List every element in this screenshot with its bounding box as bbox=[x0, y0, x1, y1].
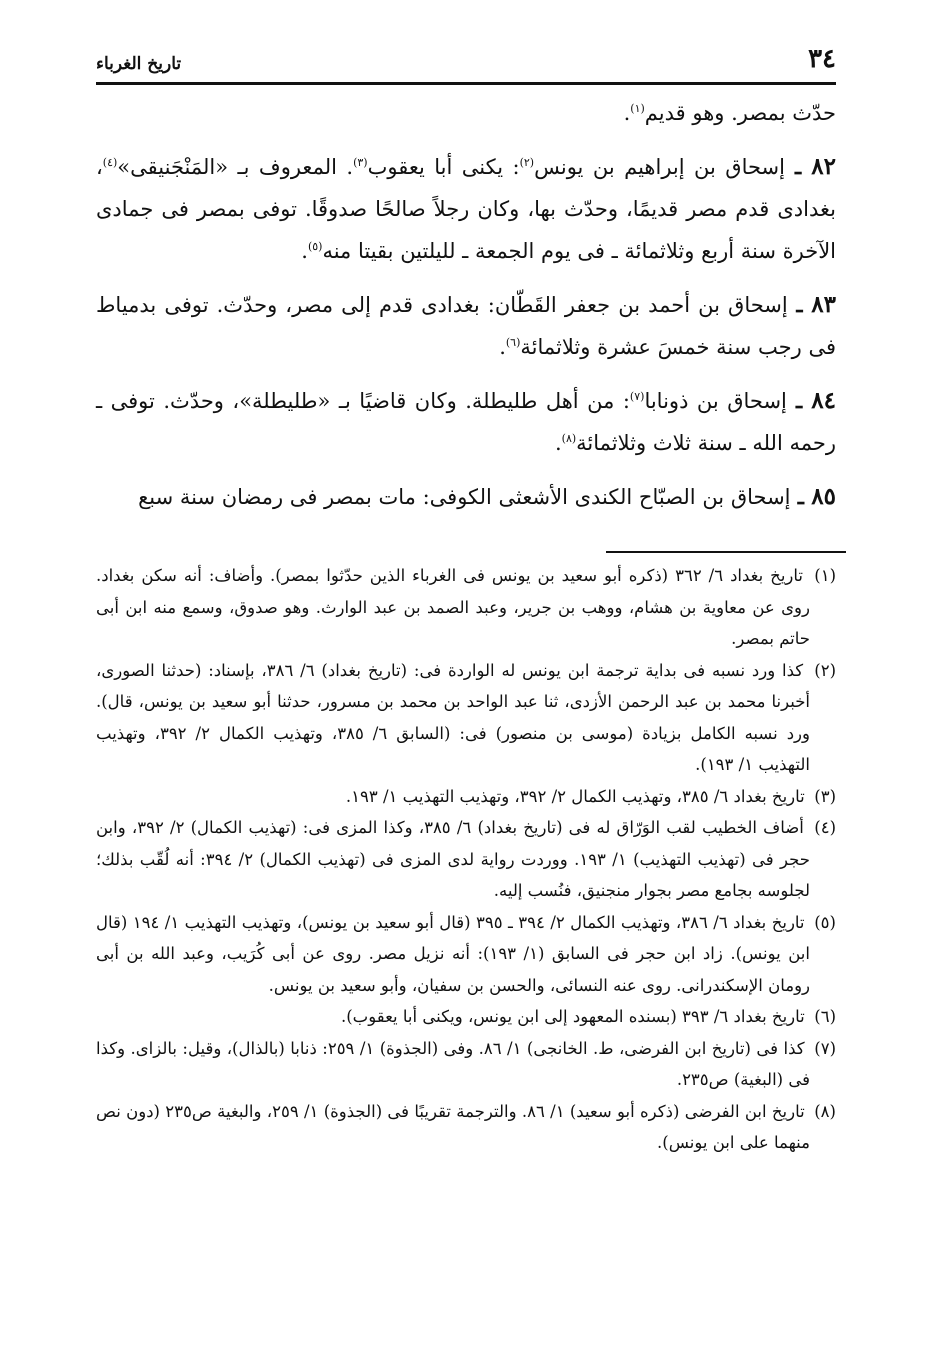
entry-85: ٨٥ ـ إسحاق بن الصبّاح الكندى الأشعثى الكوفى: مات بمصر فى رمضان سنة سبع bbox=[138, 483, 836, 510]
page-header bbox=[96, 44, 836, 74]
entry-82: ٨٢ ـ إسحاق بن إبراهيم بن يونس$^{(٢)}$: يكنى أبا يعقوب$^{(٣)}$. المعروف بـ «المَنْجَنيقى»$^{(٤)}$، بغدادى قدم مصر قديمًا، وحدّث بها، وكان رجلاً صالحًا صدوقًا. توفى بمصر فى جمادى الآخرة سنة أربع وثلاثمائة ـ فى يوم الجمعة ـ لليلتين بقيتا منه$^{(٥)}$. bbox=[96, 153, 837, 263]
footnote-text: أضاف الخطيب لقب الوَرّاق له فى (تاريخ بغداد) ٦/ ٣٨٥، وكذا المزى فى: (تهذيب الكمال) ٢/ ٣٩٢، وابن حجر فى (تهذيب التهذيب) ١/ ١٩٣. ووردت رواية لدى المزى فى (تهذيب الكمال) ٢/ ٣٩٤: أنه لُقّب بذلك؛ لجلوسه بجامع مصر بجوار منجنيق، فنُسب إليه. bbox=[96, 818, 810, 900]
entry-83: ٨٣ ـ إسحاق بن أحمد بن جعفر القَطّان: بغدادى قدم إلى مصر، وحدّث. توفى بدمياط فى رجب سنة خمسَ عشرة وثلاثمائة$^{(٦)}$. bbox=[96, 291, 836, 359]
entry-continuation bbox=[96, 92, 836, 134]
footnote-text: تاريخ بغداد ٦/ ٣٦٢ (ذكره أبو سعيد بن يونس فى الغرباء الذين حدّثوا بمصر). وأضاف: أنه سكن بغداد. روى عن معاوية بن هشام، ووهب بن جرير، وعبد الصمد بن عبد الوارث. وهو صدوق، وسمع منه ابن أبى حاتم بمصر. bbox=[96, 566, 810, 648]
entry-text: . bbox=[499, 335, 506, 359]
footnote-5 bbox=[96, 907, 836, 1002]
footnote-ref[interactable]: (٣) bbox=[353, 156, 368, 169]
footnote-number: (٣) bbox=[814, 786, 836, 806]
footnote-number: (٨) bbox=[814, 1101, 836, 1121]
entry-text: . bbox=[623, 101, 631, 125]
entry-number: ٨٢ bbox=[811, 153, 837, 180]
footnote-ref[interactable]: (٧) bbox=[629, 390, 645, 403]
footnote-text: تاريخ بغداد ٦/ ٣٨٥، وتهذيب الكمال ٢/ ٣٩٢، وتهذيب التهذيب ١/ ١٩٣. bbox=[345, 786, 805, 806]
header-rule bbox=[96, 82, 836, 85]
footnote-text: تاريخ بغداد ٦/ ٣٩٣ (بسنده المعهود إلى ابن يونس، ويكنى أبا يعقوب). bbox=[341, 1007, 805, 1026]
footnote-6 bbox=[96, 1001, 836, 1033]
main-text bbox=[96, 92, 836, 530]
footnote-number: (٧) bbox=[814, 1038, 837, 1058]
entry-text: : يكنى أبا يعقوب bbox=[367, 155, 520, 179]
footnote-text: تاريخ ابن الفرضى (ذكره أبو سعيد) ١/ ٨٦. والترجمة تقريبًا فى (الجذوة) ١/ ٢٥٩، والبغية ص٢٣٥ (دون نص منهما على ابن يونس). bbox=[96, 1101, 810, 1152]
footnote-4 bbox=[96, 812, 836, 907]
entry-number: ٨٣ bbox=[811, 291, 836, 318]
footnote-number: (١) bbox=[814, 566, 836, 585]
footnote-ref[interactable]: (٤) bbox=[102, 156, 118, 169]
entry-text: . المعروف بـ «المَنْجَنيقى» bbox=[117, 155, 354, 179]
footnote-8 bbox=[96, 1096, 836, 1159]
entry-84: ٨٤ ـ إسحاق بن ذونابا$^{(٧)}$: من أهل طليطلة. وكان قاضيًا بـ «طليطلة»، وحدّث. توفى ـ رحمه الله ـ سنة ثلاث وثلاثمائة$^{(٨)}$. bbox=[96, 387, 836, 455]
footnote-2 bbox=[96, 655, 836, 781]
footnote-number: (٢) bbox=[814, 660, 836, 680]
entry-text: إسحاق بن إبراهيم بن يونس bbox=[534, 155, 785, 179]
footnotes bbox=[96, 560, 836, 1159]
footnote-ref[interactable]: (٨) bbox=[561, 432, 577, 445]
entry-text: ، بغدادى قدم مصر قديمًا، وحدّث بها، وكان رجلاً صالحًا صدوقًا. توفى بمصر فى جمادى الآخرة سنة أربع وثلاثمائة ـ فى يوم الجمعة ـ لليلتين بقيتا منه bbox=[96, 155, 836, 263]
entry-text: . bbox=[301, 239, 308, 263]
footnote-number: (٤) bbox=[814, 818, 837, 837]
footnote-separator bbox=[606, 551, 846, 553]
entry-text: حدّث بمصر. وهو قديم bbox=[644, 101, 836, 125]
footnote-ref[interactable]: (٢) bbox=[519, 156, 535, 169]
entry-number: ٨٥ bbox=[811, 483, 836, 510]
footnote-text: كذا ورد نسبه فى بداية ترجمة ابن يونس له الواردة فى: (تاريخ بغداد) ٦/ ٣٨٦، بإسناد: (حدثنا الصورى، أخبرنا محمد بن عبد الرحمن الأزدى، ثنا عبد الواحد بن محمد بن مسرور، حدثنا أبو سعيد بن يونس، قال). ورد نسبه الكامل بزيادة (موسى بن منصور) فى: (السابق ٦/ ٣٨٥، وتهذيب الكمال ٢/ ٣٩٢، وتهذيب التهذيب ١/ ١٩٣). bbox=[96, 660, 810, 774]
footnote-3 bbox=[96, 781, 836, 813]
footnote-text: كذا فى (تاريخ ابن الفرضى، ط. الخانجى) ١/ ٨٦. وفى (الجذوة) ١/ ٢٥٩: ذنابا (بالذال)، وقيل: بالزاى. وكذا فى (البغية) ص٢٣٥. bbox=[96, 1038, 810, 1089]
footnote-ref[interactable]: (٥) bbox=[307, 240, 323, 253]
entry-text: إسحاق بن الصبّاح الكندى الأشعثى الكوفى: مات بمصر فى رمضان سنة سبع bbox=[138, 485, 791, 509]
entry-number: ٨٤ bbox=[811, 387, 836, 414]
entry-text: : من أهل طليطلة. وكان قاضيًا بـ «طليطلة»، وحدّث. توفى ـ رحمه الله ـ سنة ثلاث وثلاثمائة bbox=[96, 389, 836, 455]
footnote-1 bbox=[96, 560, 836, 655]
footnote-text: تاريخ بغداد ٦/ ٣٨٦، وتهذيب الكمال ٢/ ٣٩٤ ـ ٣٩٥ (قال أبو سعيد بن يونس)، وتهذيب التهذيب ١/ ١٩٤ (قال ابن يونس). زاد ابن حجر فى السابق (١/ ١٩٣): أنه نزيل مصر. روى عن أبى كُرَيب، وعبد الله بن أبى رومان الإسكندرانى. روى عنه النسائى، والحسن بن سفيان، وأبو سعيد بن يونس. bbox=[96, 912, 810, 995]
running-title: تاريخ الغرباء bbox=[96, 54, 182, 74]
entry-text: إسحاق بن ذونابا bbox=[644, 389, 787, 413]
footnote-number: (٦) bbox=[814, 1007, 836, 1026]
footnote-7 bbox=[96, 1033, 836, 1096]
footnote-ref[interactable]: (٦) bbox=[505, 336, 521, 349]
footnote-ref[interactable]: (١) bbox=[630, 102, 645, 115]
page-number: ٣٤ bbox=[808, 44, 836, 74]
entry-text: إسحاق بن أحمد بن جعفر القَطّان: بغدادى قدم إلى مصر، وحدّث. توفى بدمياط فى رجب سنة خمسَ عشرة وثلاثمائة bbox=[96, 293, 836, 359]
entry-text: . bbox=[554, 431, 562, 455]
footnote-number: (٥) bbox=[814, 912, 836, 932]
